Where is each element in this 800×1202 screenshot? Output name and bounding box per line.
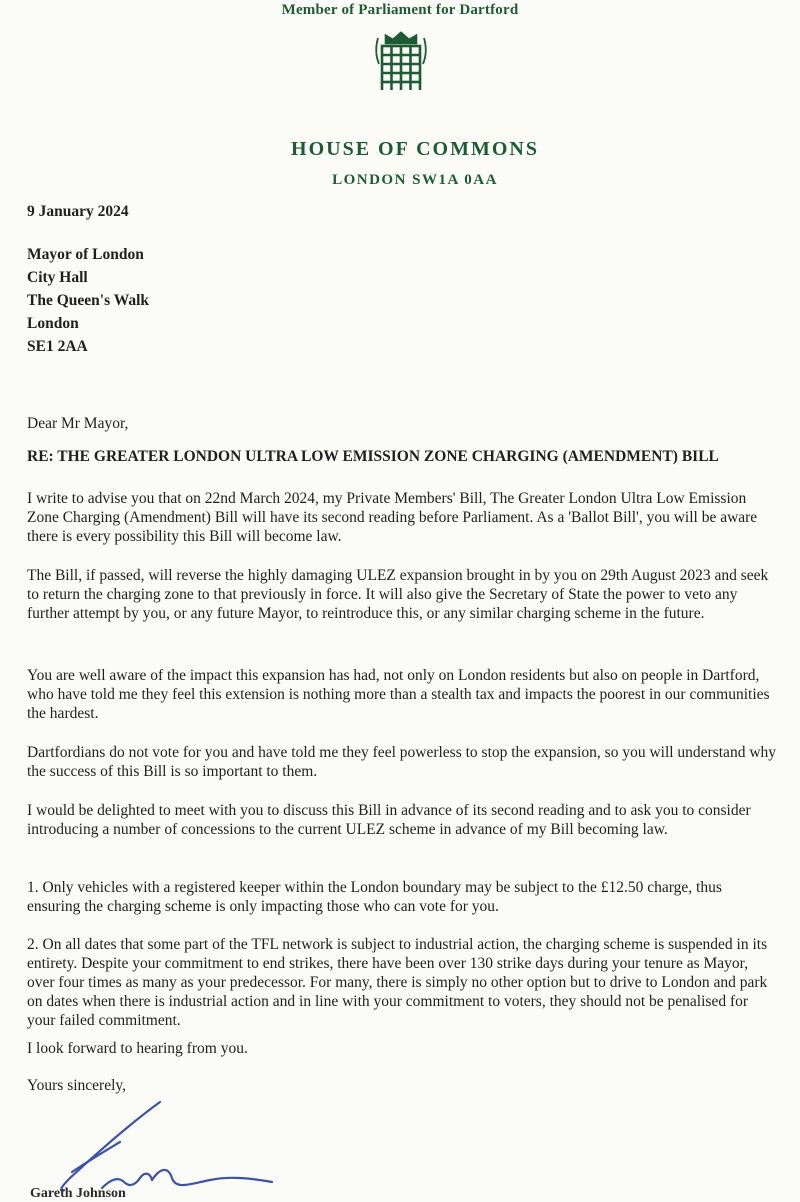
numbered-concession: 1. Only vehicles with a registered keeper within the London boundary may be subject to the £12.50 charge, thus ensuring the charging scheme is only impacting those who can vote for you. — [27, 879, 722, 915]
house-address: LONDON SW1A 0AA — [332, 172, 498, 188]
paragraph: Dartfordians do not vote for you and have told me they feel powerless to stop the expansion, so you will understand why the success of this Bill is so important to them. — [27, 744, 777, 780]
paragraph: I would be delighted to meet with you to discuss this Bill in advance of its second reading and to ask you to consider introducing a number of concessions to the current ULEZ scheme in advance of my Bill becoming law. — [27, 802, 751, 838]
recipient-line: Mayor of London — [27, 246, 144, 263]
signature-image — [40, 1090, 280, 1200]
recipient-line: London — [27, 315, 79, 332]
recipient-line: City Hall — [27, 269, 88, 286]
letterhead-title: Member of Parliament for Dartford — [281, 2, 519, 18]
paragraph: I look forward to hearing from you. — [27, 1040, 248, 1057]
paragraph: I write to advise you that on 22nd March 2024, my Private Members' Bill, The Greater London Ultra Low Emission Zone Charging (Amendment) Bill will have its second reading before Parliament. As a 'Ballot Bill', you will be aware there is every possibility this Bill will become law. — [27, 490, 758, 545]
numbered-concession: 2. On all dates that some part of the TFL network is subject to industrial action, the charging scheme is suspended in its entirety. Despite your commitment to end strikes, there have been over 130 strike days during your tenure as Mayor, over four times as many as your predecessor. For many, there is simply no other option but to drive to London and park on dates when there is industrial action and in line with your commitment to voters, they should not be penalised for your failed commitment. — [27, 936, 768, 1029]
paragraph: You are well aware of the impact this expansion has had, not only on London residents but also on people in Dartford, who have told me they feel this extension is nothing more than a stealth tax and impacts the poorest in our communities the hardest. — [27, 667, 770, 722]
paragraph: The Bill, if passed, will reverse the highly damaging ULEZ expansion brought in by you on 29th August 2023 and seek to return the charging zone to that previously in force. It will also give the Secretary of State the power to veto any further attempt by you, or any future Mayor, to reintroduce this, or any similar charging scheme in the future. — [27, 567, 769, 622]
portcullis-icon — [370, 30, 432, 96]
signatory-name: Gareth Johnson — [30, 1186, 126, 1201]
subject-line: RE: THE GREATER LONDON ULTRA LOW EMISSION ZONE CHARGING (AMENDMENT) BILL — [27, 448, 719, 465]
closing: Yours sincerely, — [27, 1077, 127, 1094]
house-name: HOUSE OF COMMONS — [291, 138, 539, 160]
recipient-address — [27, 243, 777, 358]
letter-date: 9 January 2024 — [27, 203, 129, 220]
salutation: Dear Mr Mayor, — [27, 415, 129, 432]
recipient-line: SE1 2AA — [27, 338, 88, 355]
recipient-line: The Queen's Walk — [27, 292, 150, 309]
